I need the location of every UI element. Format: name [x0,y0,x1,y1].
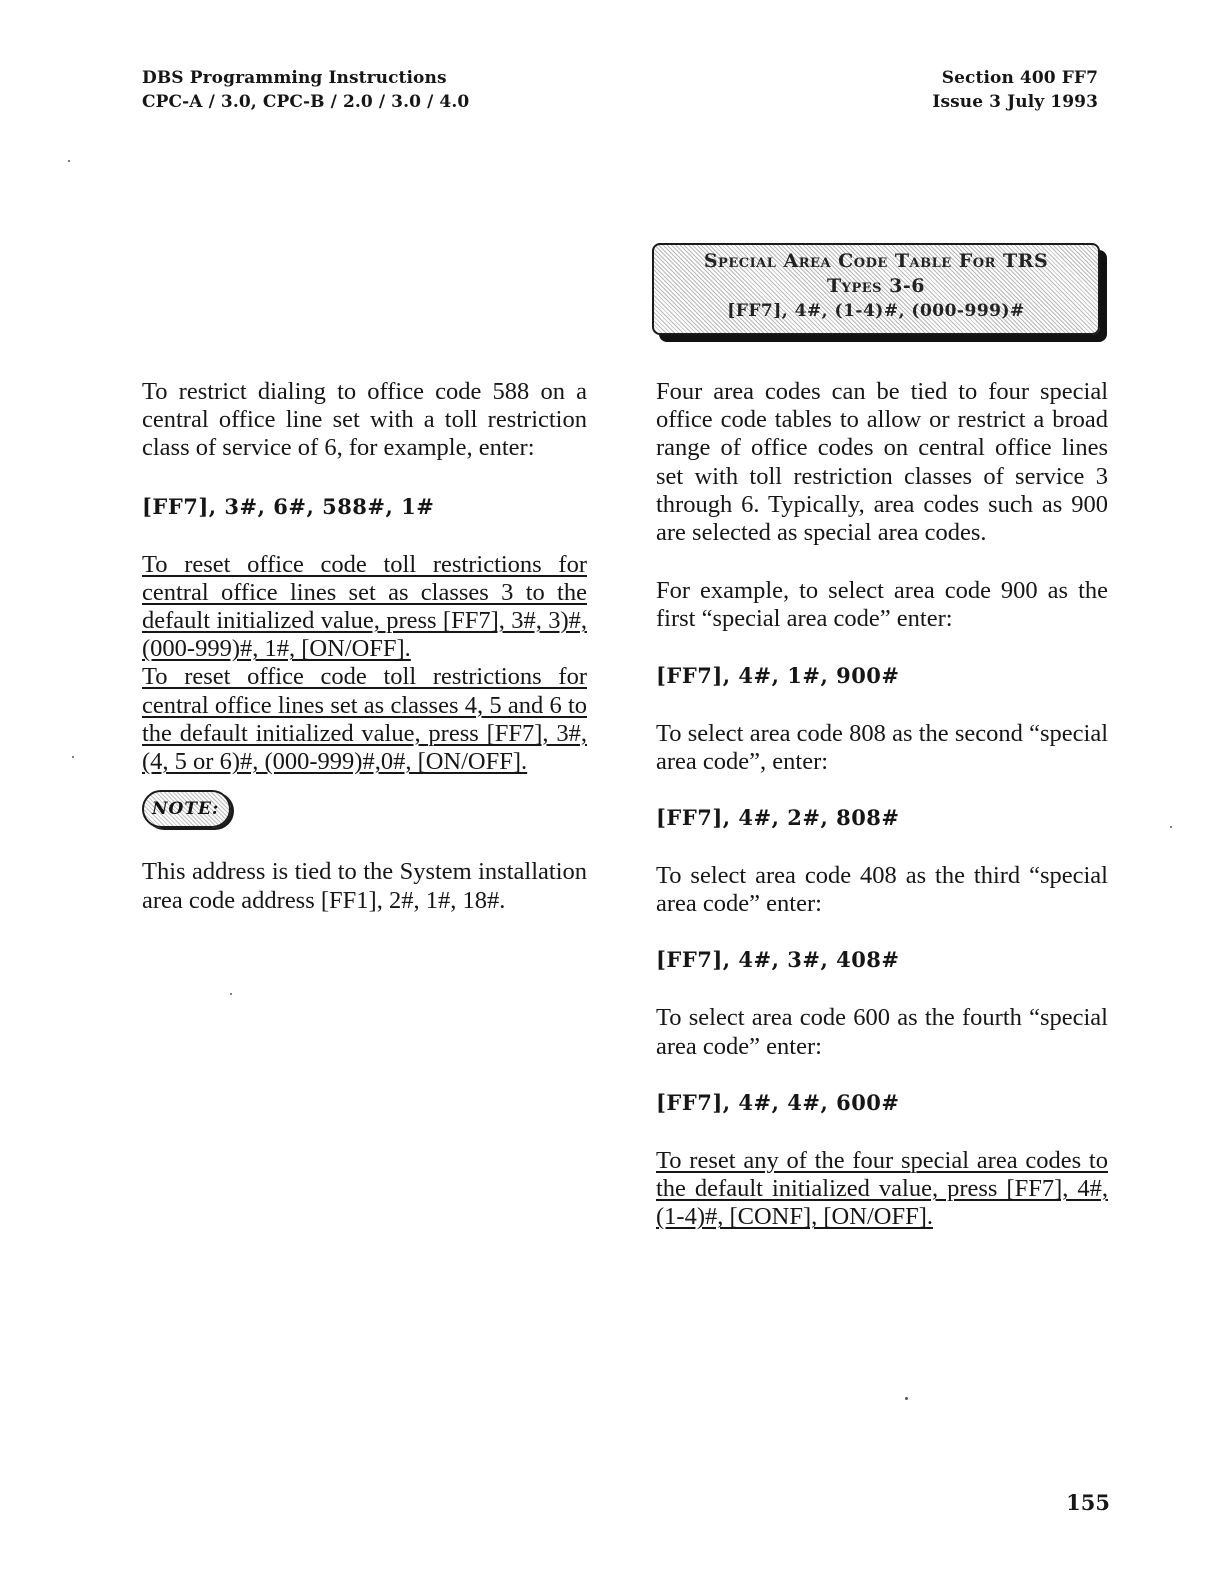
note-badge: NOTE: [142,790,231,828]
document-versions: CPC-A / 3.0, CPC-B / 2.0 / 3.0 / 4.0 [142,92,470,112]
intro-paragraph: To restrict dialing to office code 588 on a central office line set with a toll restriction class of service of 6, for example, enter: [142,378,587,462]
title-line-1: Special Area Code Table For TRS [703,250,1049,272]
command-900: [FF7], 4#, 1#, 900# [656,662,900,688]
scan-speck [905,1397,908,1400]
reset-instruction-class-4-6: To reset office code toll restrictions for central office lines set as classes 4, 5 and 6 to the default initialized value, press [FF7], 3#, (4, 5 or 6)#, (000-999)#,0#, [ON/OFF]. [142,663,587,776]
example-408-text: To select area code 408 as the third “special area code” enter: [656,862,1108,918]
left-column [142,378,587,915]
page-header-left [142,66,469,114]
issue-label: Issue 3 July 1993 [932,92,1098,112]
scan-speck [72,756,74,758]
right-column [656,378,1108,1231]
command-408: [FF7], 4#, 3#, 408# [656,947,900,973]
scan-speck [68,160,70,162]
description-paragraph: Four area codes can be tied to four special office code tables to allow or restrict a broad range of office codes on central office lines set with toll restriction classes of service 3 through 6. Typically, area codes such as 900 are selected as special area codes. [656,378,1108,547]
section-title-box [652,243,1100,335]
example-808-text: To select area code 808 as the second “special area code”, enter: [656,719,1108,775]
command-808: [FF7], 4#, 2#, 808# [656,805,900,831]
title-line-3: [FF7], 4#, (1-4)#, (000-999)# [727,301,1025,321]
section-label: Section 400 FF7 [941,68,1098,88]
scan-speck [230,993,232,995]
command-600: [FF7], 4#, 4#, 600# [656,1089,900,1115]
title-line-2: Types 3-6 [827,275,925,297]
page-number: 155 [1066,1490,1110,1515]
example-600-text: To select area code 600 as the fourth “special area code” enter: [656,1004,1108,1060]
document-title: DBS Programming Instructions [142,68,447,88]
command-restrict-588: [FF7], 3#, 6#, 588#, 1# [142,493,435,519]
reset-special-area-codes: To reset any of the four special area codes to the default initialized value, press [FF7], 4#, (1-4)#, [CONF], [ON/OFF]. [656,1146,1108,1231]
example-900-text: For example, to select area code 900 as the first “special area code” enter: [656,577,1108,633]
page-header-right [932,66,1098,114]
note-text: This address is tied to the System installation area code address [FF1], 2#, 1#, 18#. [142,858,587,914]
scan-speck [1170,826,1172,828]
reset-instruction-class-3: To reset office code toll restrictions for central office lines set as classes 3 to the default initialized value, press [FF7], 3#, 3)#, (000-999)#, 1#, [ON/OFF]. [142,550,587,663]
